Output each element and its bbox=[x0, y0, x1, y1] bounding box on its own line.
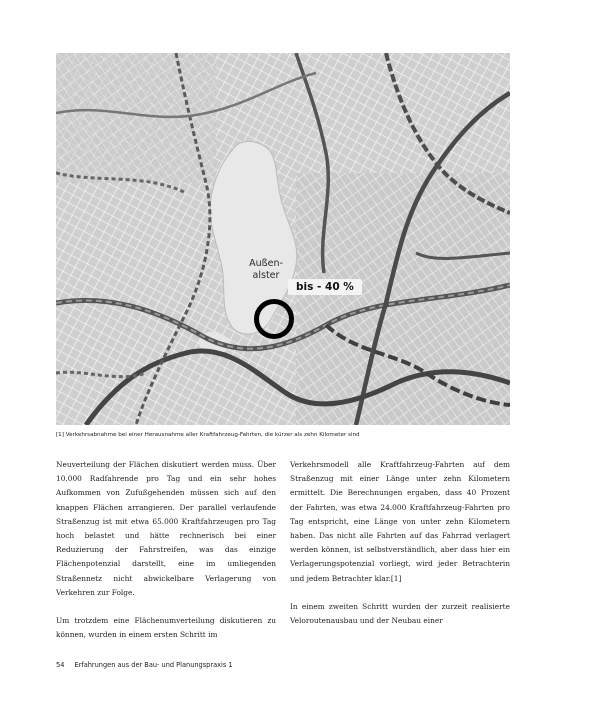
paragraph: Verkehrsmodell alle Kraftfahrzeug-Fahrten auf dem Straßenzug mit einer Länge unter zehn Kilometern ermittelt. Die Berechnungen ergaben, dass 40 Prozent der Fahrten, was etwa 24.000 Kraftfahrzeug-Fahrten pro Tag entspricht, eine Länge von unter zehn Kilometern haben. Das nicht alle Fahrten auf das Fahrrad verlagert werden können, ist selbstverständlich, aber dass hier ein Verlagerungspotenzial vorliegt, wird jeder Betrachterin und jedem Betrachter klar.[1] bbox=[290, 460, 510, 583]
lake-label: Außen- alster bbox=[249, 258, 283, 281]
reduction-badge: bis - 40 % bbox=[288, 279, 362, 295]
map-figure bbox=[56, 53, 510, 425]
location-marker-ring bbox=[254, 299, 294, 339]
figure-caption: [1] Verkehrsabnahme bei einer Herausnahme aller Kraftfahrzeug-Fahrten, die kürzer als zehn Kilometer sind bbox=[56, 432, 360, 438]
page-footer bbox=[56, 661, 496, 669]
paragraph: Neuverteilung der Flächen diskutiert werden muss. Über 10.000 Radfahrende pro Tag und ein sehr hohes Aufkommen von Zufußgehenden müssen sich auf den knappen Flächen arrangieren. Der parallel verlaufende Straßenzug ist mit etwa 65.000 Kraftfahrzeugen pro Tag hoch belastet und hätte rechnerisch bei einer Reduzierung der Fahrstreifen, was das einzige Flächenpotenzial darstellt, eine im umliegenden Straßennetz nicht abwickelbare Verlagerung von Verkehren zur Folge. bbox=[56, 460, 276, 597]
text-column-left bbox=[56, 458, 276, 642]
running-title: Erfahrungen aus der Bau- und Planungspraxis 1 bbox=[74, 661, 233, 669]
paragraph: Um trotzdem eine Flächenumverteilung diskutieren zu können, wurden in einem ersten Schritt im bbox=[56, 616, 276, 640]
text-column-right bbox=[290, 458, 510, 628]
street-map bbox=[56, 53, 510, 425]
page-number: 54 bbox=[56, 661, 65, 669]
paragraph: In einem zweiten Schritt wurden der zurzeit realisierte Veloroutenausbau und der Neubau einer bbox=[290, 601, 510, 626]
